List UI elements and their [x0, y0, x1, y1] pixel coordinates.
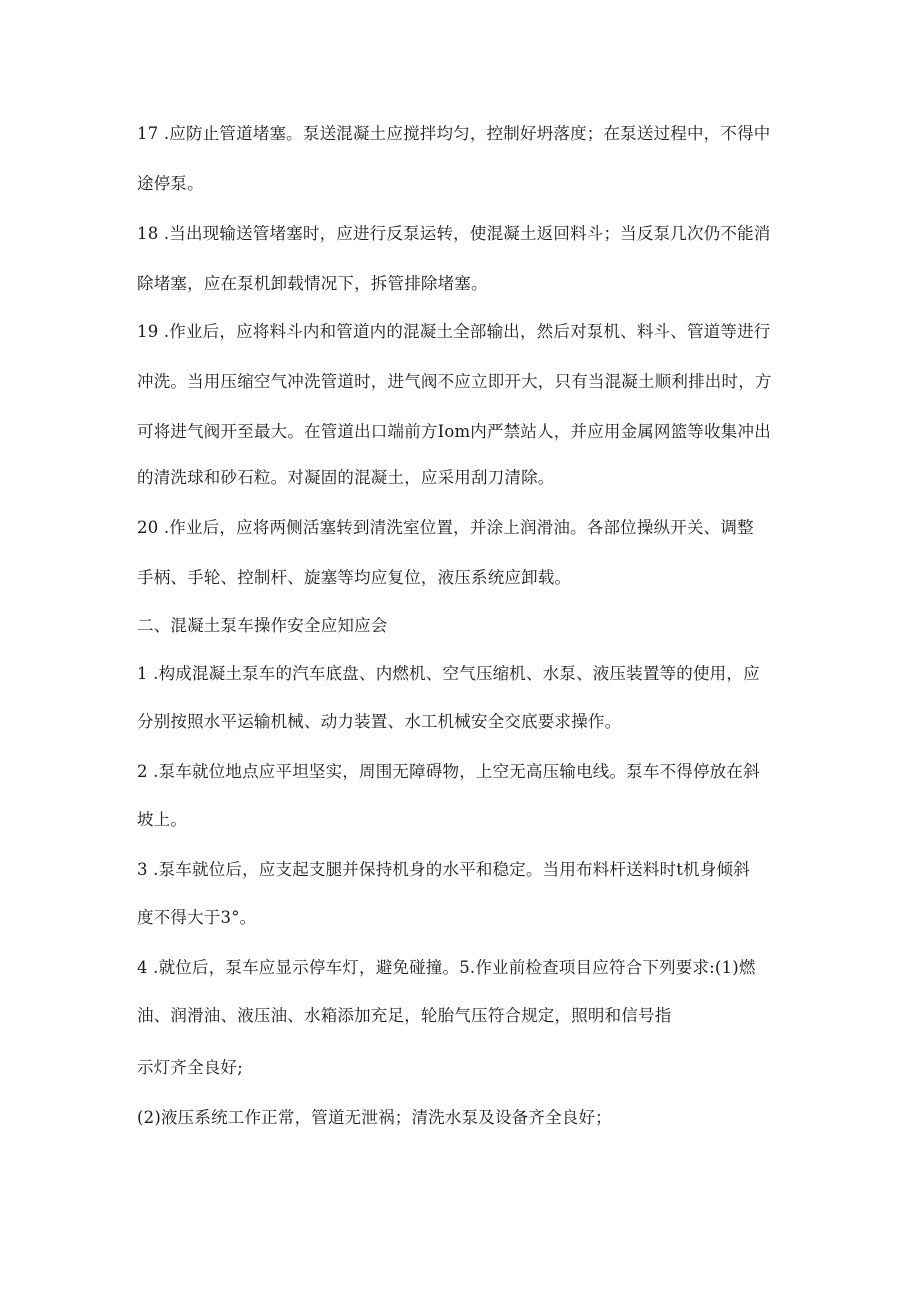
paragraph-line: 油、润滑油、液压油、水箱添加充足，轮胎气压符合规定，照明和信号指: [137, 1006, 672, 1025]
paragraph-line: 4 .就位后，泵车应显示停车灯，避免碰撞。5.作业前检查项目应符合下列要求:(1)燃: [137, 958, 756, 977]
paragraph-line: 坡上。: [137, 810, 188, 829]
paragraph-line: 18 .当出现输送管堵塞时，应进行反泵运转，使混凝土返回料斗；当反泵几次仍不能消: [137, 224, 771, 243]
paragraph-line: 2 .泵车就位地点应平坦坚实，周围无障碍物，上空无高压输电线。泵车不得停放在斜: [137, 762, 760, 781]
paragraph-line: (2)液压系统工作正常，管道无泄祸；清洗水泵及设备齐全良好；: [137, 1108, 612, 1127]
paragraph-line: 手柄、手轮、控制杆、旋塞等均应复位，液压系统应卸载。: [137, 568, 572, 587]
section-heading: 二、混凝土泵车操作安全应知应会: [137, 616, 388, 635]
paragraph-line: 19 .作业后，应将料斗内和管道内的混凝土全部输出，然后对泵机、料斗、管道等进行: [137, 322, 771, 341]
paragraph-line: 可将进气阀开至最大。在管道出口端前方Iom内严禁站人，并应用金属网篮等收集冲出: [137, 422, 771, 441]
paragraph-line: 冲洗。当用压缩空气冲洗管道时，进气阀不应立即开大，只有当混凝土顺利排出时，方: [137, 372, 772, 391]
paragraph-line: 17 .应防止管道堵塞。泵送混凝土应搅拌均匀，控制好坍落度；在泵送过程中，不得中: [137, 124, 771, 143]
paragraph-line: 除堵塞，应在泵机卸载情况下，拆管排除堵塞。: [137, 274, 488, 293]
paragraph-line: 3 .泵车就位后，应支起支腿并保持机身的水平和稳定。当用布料杆送料时t机身倾斜: [137, 860, 750, 879]
paragraph-line: 分别按照水平运输机械、动力装置、水工机械安全交底要求操作。: [137, 712, 622, 731]
paragraph-line: 的清洗球和砂石粒。对凝固的混凝土，应采用刮刀清除。: [137, 468, 555, 487]
paragraph-line: 示灯齐全良好;: [137, 1058, 243, 1077]
paragraph-line: 1 .构成混凝土泵车的汽车底盘、内燃机、空气压缩机、水泵、液压装置等的使用，应: [137, 664, 760, 683]
paragraph-line: 20 .作业后，应将两侧活塞转到清洗室位置，并涂上润滑油。各部位操纵开关、调整: [137, 518, 754, 537]
paragraph-line: 途停泵。: [137, 174, 204, 193]
paragraph-line: 度不得大于3°。: [137, 908, 257, 927]
